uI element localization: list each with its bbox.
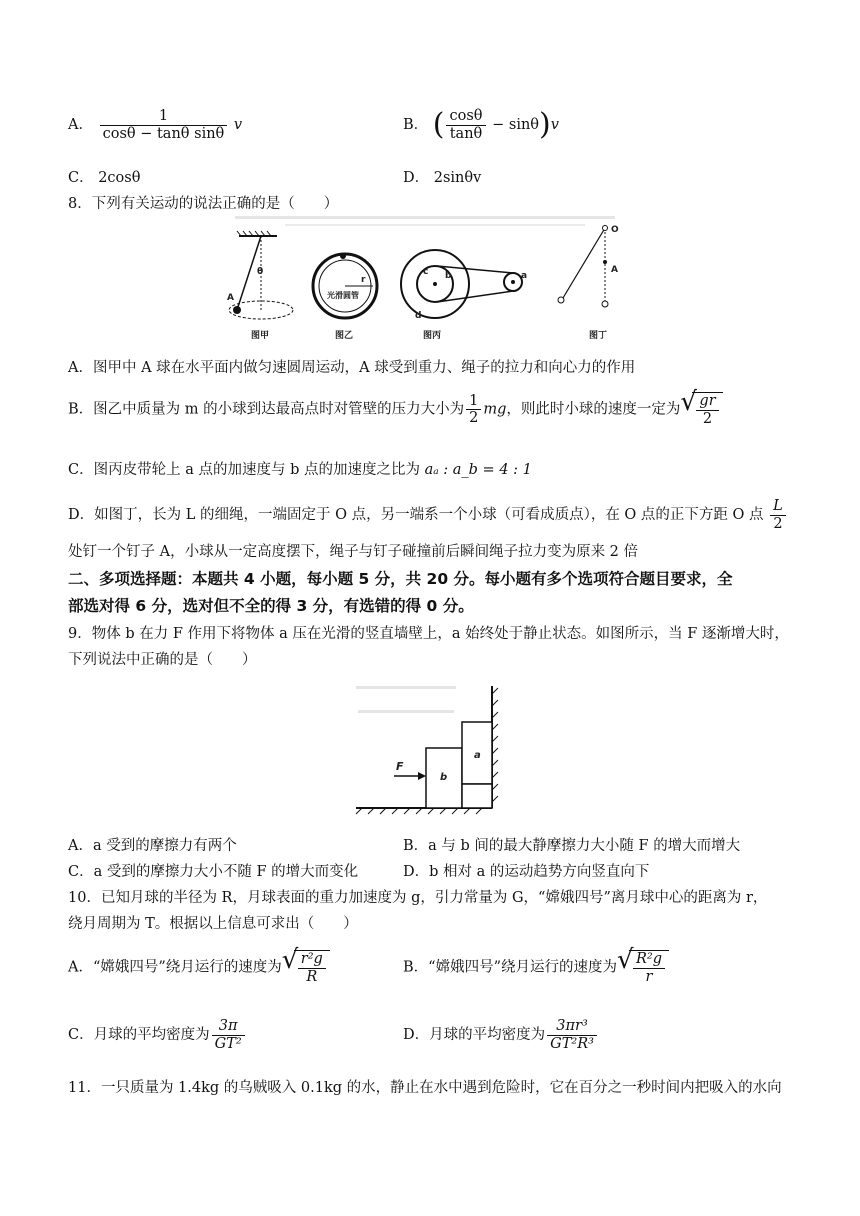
q7-a-numerator: 1: [100, 108, 228, 126]
q7-option-d: D． 2sinθv: [403, 170, 482, 186]
svg-text:a: a: [521, 271, 528, 281]
q9-option-a: A．a 受到的摩擦力有两个: [68, 838, 237, 854]
fig-jia: [227, 231, 293, 341]
svg-text:a: a: [474, 750, 481, 761]
svg-text:图甲: 图甲: [251, 331, 270, 341]
fig-bing: [401, 250, 527, 341]
q10-option-b: B．“嫦娥四号”绕月运行的速度为 √ $\frac{\text{R²g}}{r}$: [403, 950, 669, 985]
q8-option-a: A．图甲中 A 球在水平面内做匀速圆周运动，A 球受到重力、绳子的拉力和向心力的作用: [68, 360, 636, 376]
section2-heading-line1: 二、多项选择题：本题共 4 小题，每小题 5 分，共 20 分。每小题有多个选项符合题目要求，全: [68, 570, 733, 588]
q7-b-denominator: tanθ: [449, 125, 483, 142]
q7-option-a: A． $\frac{1}{\text{cosθ − tanθ sinθ}}$ v: [68, 108, 243, 142]
svg-text:r: r: [361, 275, 366, 285]
q9-figure: [352, 680, 507, 820]
svg-text:光滑圆管: 光滑圆管: [327, 291, 359, 300]
q9-stem-line2: 下列说法中正确的是（ ）: [68, 652, 257, 668]
svg-text:图丙: 图丙: [423, 331, 442, 341]
q8-stem: 8．下列有关运动的说法正确的是（ ）: [68, 196, 339, 212]
q8-option-d: D．如图丁，长为 L 的细绳，一端固定于 O 点，另一端系一个小球（可看成质点），在 O 点的正下方距 O 点 $\frac{L}{2}$: [68, 498, 788, 532]
svg-text:图乙: 图乙: [335, 331, 354, 341]
q10-option-d: D．月球的平均密度为 $\frac{\text{3πr³}}{\text{GT²R³}}$: [403, 1018, 599, 1052]
svg-text:A: A: [227, 293, 234, 303]
q10-option-c: C．月球的平均密度为 $\frac{3\pi}{\text{GT²}}$: [68, 1018, 247, 1052]
q8-figure: [215, 212, 635, 344]
q7-b-numerator: cosθ: [446, 108, 485, 126]
q7-option-c: C． 2cosθ: [68, 170, 141, 186]
svg-text:b: b: [440, 772, 448, 783]
svg-text:O: O: [611, 225, 619, 235]
q9-option-d: D．b 相对 a 的运动趋势方向竖直向下: [403, 864, 650, 880]
svg-text:图丁: 图丁: [589, 331, 608, 341]
q10-stem-line1: 10．已知月球的半径为 R，月球表面的重力加速度为 g，引力常量为 G，“嫦娥四号”离月球中心的距离为 r，: [68, 890, 768, 906]
q7-option-b: B． ( $\frac{\cos\theta}{\tan\theta}$ − sinθ)v: [403, 107, 559, 143]
svg-text:θ: θ: [257, 267, 264, 277]
q8-option-c: C．图丙皮带轮上 a 点的加速度与 b 点的加速度之比为 aₐ : a_b = 4 : 1: [68, 462, 532, 478]
q10-option-a: A．“嫦娥四号”绕月运行的速度为 √ $\frac{\text{r²g}}{R}$: [68, 950, 330, 985]
svg-text:d: d: [415, 311, 422, 321]
q8-option-b: B．图乙中质量为 m 的小球到达最高点时对管壁的压力大小为 $\frac{1}{2}$ mg，则此时小球的速度一定为 √ $\frac{gr}{2}$: [68, 392, 723, 427]
fig-ding: [558, 225, 619, 341]
q10-stem-line2: 绕月周期为 T。根据以上信息可求出（ ）: [68, 916, 358, 932]
q9-option-b: B．a 与 b 间的最大静摩擦力大小随 F 的增大而增大: [403, 838, 741, 854]
svg-text:F: F: [396, 760, 404, 773]
svg-text:b: b: [445, 271, 452, 281]
q8-option-d-line2: 处钉一个钉子 A，小球从一定高度摆下，绳子与钉子碰撞前后瞬间绳子拉力变为原来 2 倍: [68, 544, 639, 560]
q11-stem-line1: 11．一只质量为 1.4kg 的乌贼吸入 0.1kg 的水，静止在水中遇到危险时，它在百分之一秒时间内把吸入的水向: [68, 1080, 782, 1096]
svg-text:A: A: [611, 265, 618, 275]
q7-a-denominator: cosθ − tanθ sinθ: [102, 125, 225, 142]
q9-stem-line1: 9．物体 b 在力 F 作用下将物体 a 压在光滑的竖直墙壁上，a 始终处于静止状态。如图所示，当 F 逐渐增大时，: [68, 626, 789, 642]
fig-yi: [313, 253, 377, 341]
q9-option-c: C．a 受到的摩擦力大小不随 F 的增大而变化: [68, 864, 359, 880]
svg-text:c: c: [423, 267, 429, 277]
section2-heading-line2: 部选对得 6 分，选对但不全的得 3 分，有选错的得 0 分。: [68, 597, 474, 615]
